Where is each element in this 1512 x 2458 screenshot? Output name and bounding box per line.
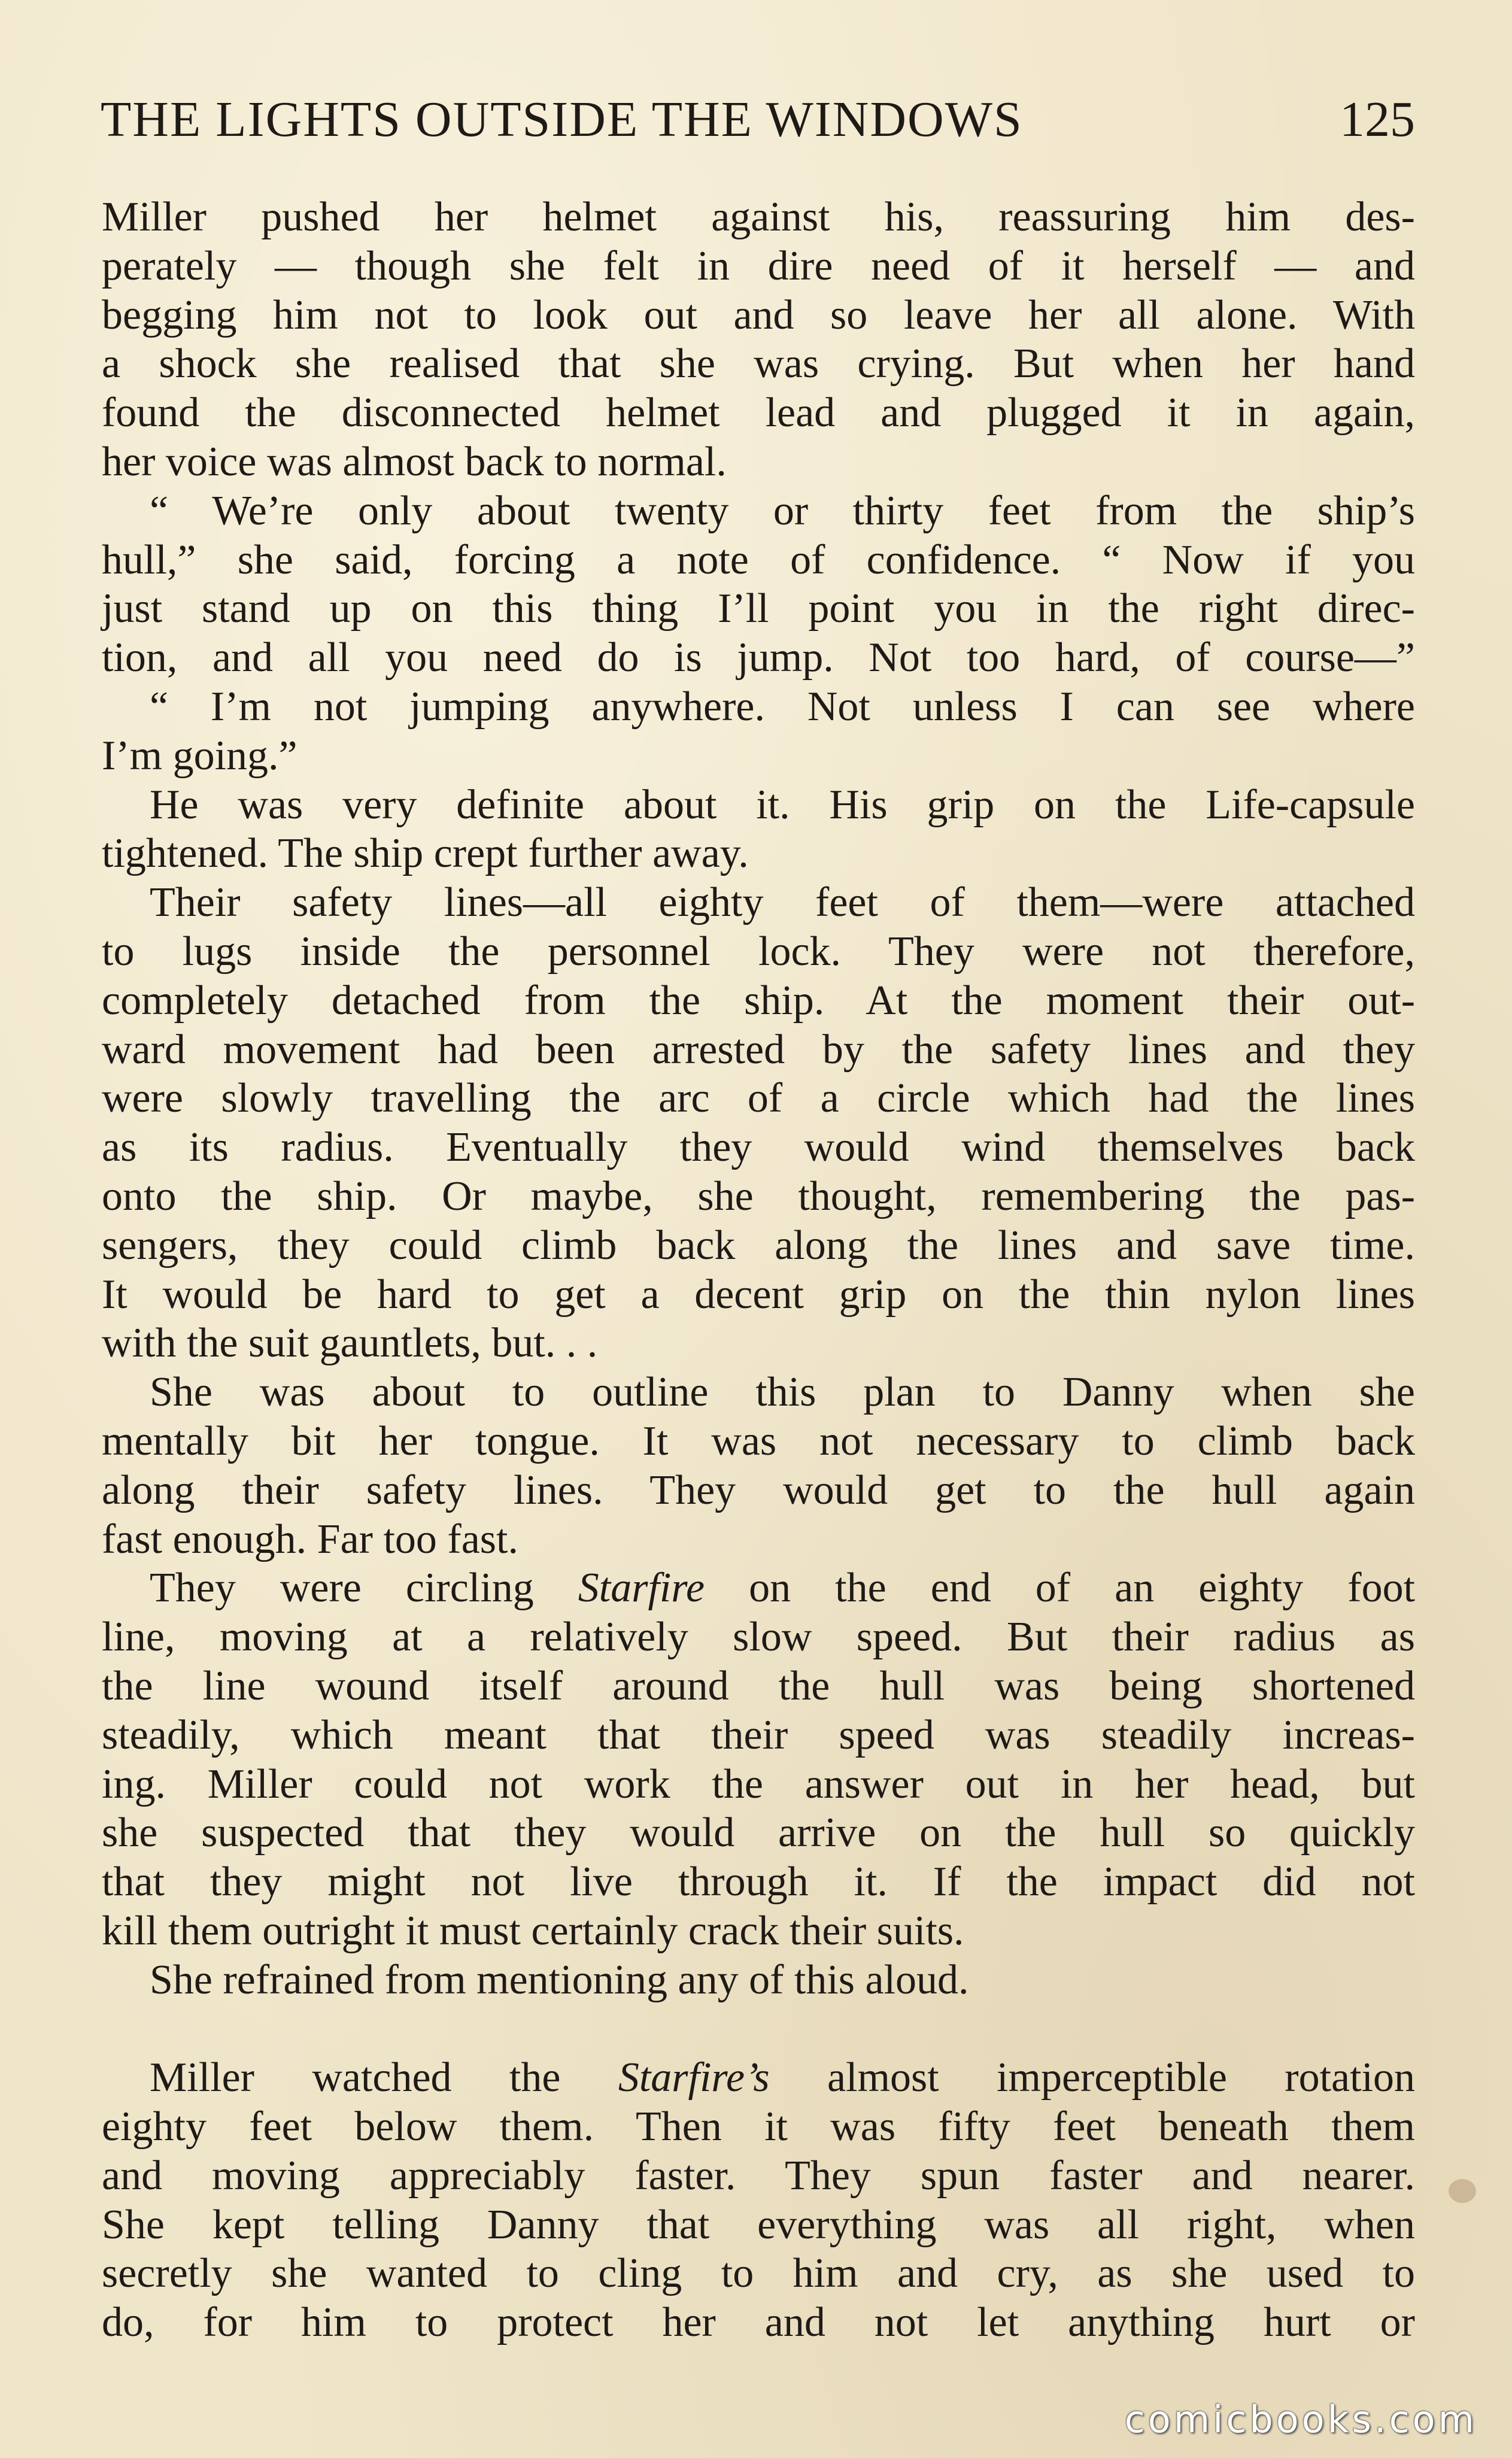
text-line: Miller pushed her helmet against his, reassuring him des- [102, 194, 1415, 240]
text-line: onto the ship. Or maybe, she thought, remembering the pas- [102, 1173, 1415, 1219]
text-line: fast enough. Far too fast. [102, 1516, 518, 1562]
text-line: She kept telling Danny that everything was all right, when [102, 2201, 1415, 2248]
text-line: She refrained from mentioning any of this aloud. [150, 1956, 969, 2003]
text-line: her voice was almost back to normal. [102, 438, 727, 485]
watermark: comicbooks.com [1124, 2398, 1477, 2441]
text-line: It would be hard to get a decent grip on the thin nylon lines [102, 1271, 1415, 1318]
line-rest: almost imperceptible rotation [827, 2055, 1415, 2101]
text-line: as its radius. Eventually they would wind themselves back [102, 1124, 1415, 1171]
text-line: found the disconnected helmet lead and plugged it in again, [102, 390, 1415, 436]
text-line: mentally bit her tongue. It was not necessary to climb back [102, 1418, 1415, 1464]
text-line: I’m going.” [102, 732, 297, 779]
text-line: line, moving at a relatively slow speed. But their radius as [102, 1614, 1415, 1661]
text-line: along their safety lines. They would get to the hull again [102, 1467, 1415, 1513]
ship-name-italic: Starfire [578, 1565, 705, 1612]
text-line: steadily, which meant that their speed was steadily increas- [102, 1712, 1415, 1758]
text-line: ing. Miller could not work the answer out in her head, but [102, 1761, 1415, 1807]
text-line: just stand up on this thing I’ll point you in the right direc- [102, 585, 1415, 632]
text-line: do, for him to protect her and not let anything hurt or [102, 2299, 1415, 2346]
text-line: were slowly travelling the arc of a circle which had the lines [102, 1075, 1415, 1122]
page-number: 125 [1340, 92, 1415, 147]
text-line: she suspected that they would arrive on the hull so quickly [102, 1810, 1415, 1856]
text-line: completely detached from the ship. At the moment their out- [102, 977, 1415, 1024]
text-line: the line wound itself around the hull was being shortened [102, 1662, 1415, 1709]
ship-name-italic: Starfire’s [618, 2055, 770, 2101]
text-line: tion, and all you need do is jump. Not too hard, of course—” [102, 635, 1415, 681]
text-line: tightened. The ship crept further away. [102, 830, 749, 877]
text-line: kill them outright it must certainly crack their suits. [102, 1907, 964, 1954]
text-line: “ I’m not jumping anywhere. Not unless I can see where [150, 683, 1415, 730]
page-header [101, 84, 1415, 156]
line-rest: on the end of an eighty foot [749, 1565, 1416, 1612]
text-line: and moving appreciably faster. They spun faster and nearer. [102, 2152, 1415, 2199]
body-text [102, 193, 1415, 2347]
text-line: hull,” she said, forcing a note of confidence. “ Now if you [102, 536, 1415, 583]
paper-stain [1449, 2179, 1476, 2203]
text-line: ward movement had been arrested by the safety lines and they [102, 1026, 1415, 1073]
running-title: THE LIGHTS OUTSIDE THE WINDOWS [101, 92, 1023, 147]
text-line: Their safety lines—all eighty feet of them—were attached [150, 879, 1415, 926]
line-prefix: They were circling [150, 1565, 534, 1612]
line-prefix: Miller watched the [150, 2055, 561, 2101]
text-line: sengers, they could climb back along the lines and save time. [102, 1222, 1415, 1269]
text-line: that they might not live through it. If the impact did not [102, 1859, 1415, 1905]
text-line: secretly she wanted to cling to him and cry, as she used to [102, 2250, 1415, 2297]
text-line: to lugs inside the personnel lock. They were not therefore, [102, 928, 1415, 975]
text-line: perately — though she felt in dire need of it herself — and [102, 242, 1415, 289]
text-line: eighty feet below them. Then it was fifty feet beneath them [102, 2104, 1415, 2150]
text-line: She was about to outline this plan to Danny when she [150, 1369, 1415, 1416]
text-line-with-italic [102, 1564, 1415, 1613]
text-line: with the suit gauntlets, but. . . [102, 1320, 598, 1367]
text-line: a shock she realised that she was crying. But when her hand [102, 341, 1415, 387]
text-line: begging him not to look out and so leave her all alone. With [102, 292, 1415, 338]
section-break [102, 2004, 1415, 2053]
text-line-with-italic [102, 2053, 1415, 2102]
text-line: He was very definite about it. His grip on the Life-capsule [150, 781, 1415, 828]
text-line: “ We’re only about twenty or thirty feet from the ship’s [150, 487, 1415, 534]
